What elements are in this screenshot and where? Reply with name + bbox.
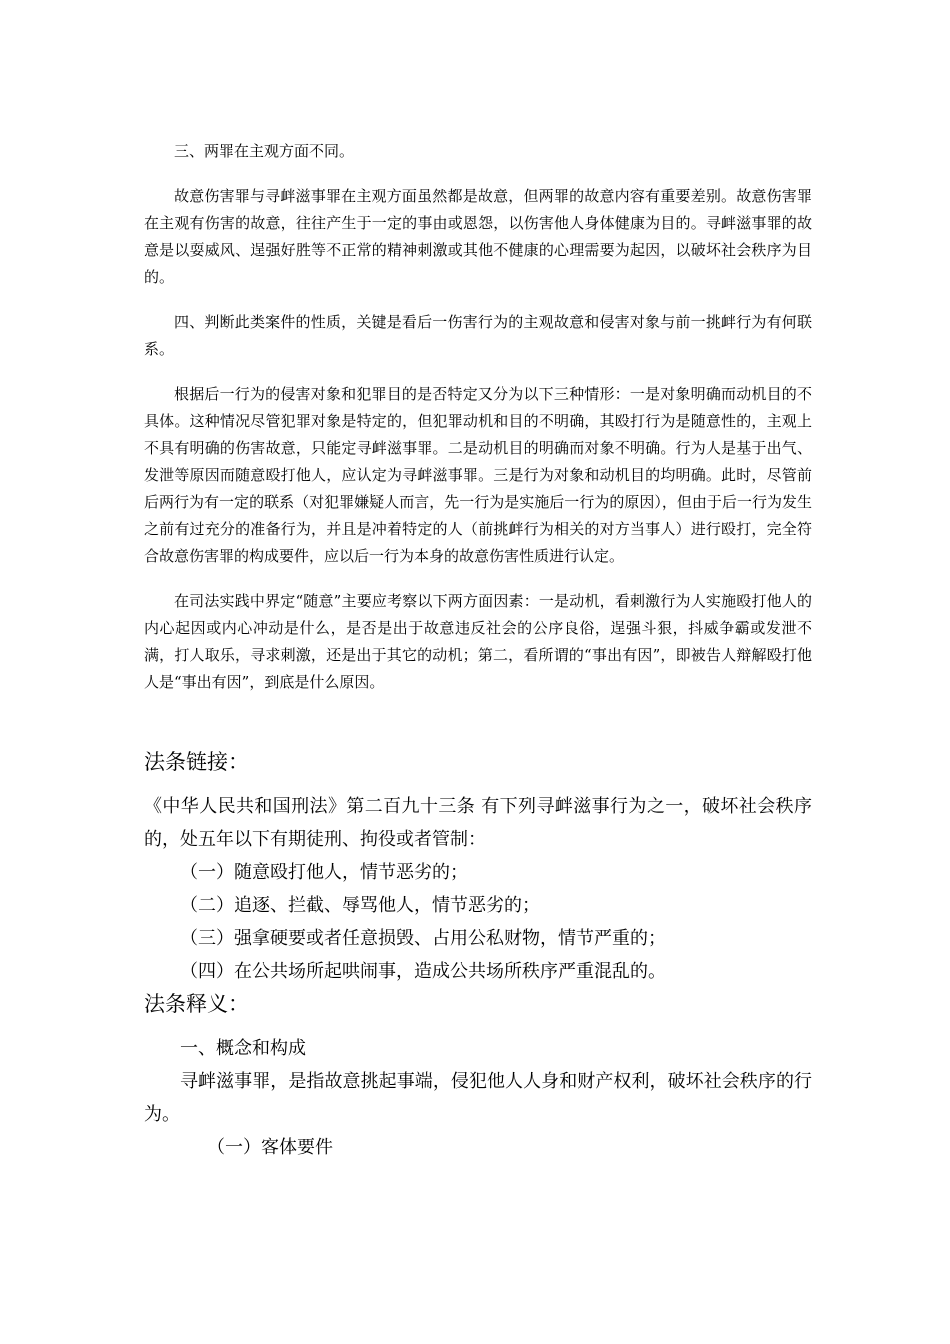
document-page <box>144 138 812 1164</box>
law-link-intro: 《中华人民共和国刑法》第二百九十三条 有下列寻衅滋事行为之一，破坏社会秩序的，处五年以下有期徒刑、拘役或者管制： <box>144 796 812 850</box>
law-link-item: （一）随意殴打他人，情节恶劣的； <box>180 862 468 883</box>
law-interpretation-definition: 寻衅滋事罪，是指故意挑起事端，侵犯他人人身和财产权利，破坏社会秩序的行为。 <box>144 1071 812 1125</box>
law-link-heading: 法条链接： <box>144 750 249 774</box>
law-interpretation-subheading: 一、概念和构成 <box>180 1038 306 1059</box>
law-interpretation-subitem: （一）客体要件 <box>207 1137 333 1158</box>
section-three-body: 故意伤害罪与寻衅滋事罪在主观方面虽然都是故意，但两罪的故意内容有重要差别。故意伤害罪在主观有伤害的故意，往往产生于一定的事由或恩怨，以伤害他人身体健康为目的。寻衅滋事罪的故意是以耍威风、逞强好胜等不正常的精神刺激或其他不健康的心理需要为起因，以破坏社会秩序为目的。 <box>144 187 812 286</box>
section-four-body: 根据后一行为的侵害对象和犯罪目的是否特定又分为以下三种情形：一是对象明确而动机目的不具体。这种情况尽管犯罪对象是特定的，但犯罪动机和目的不明确，其殴打行为是随意性的，主观上不具有明确的伤害故意，只能定寻衅滋事罪。二是动机目的明确而对象不明确。行为人是基于出气、发泄等原因而随意殴打他人，应认定为寻衅滋事罪。三是行为对象和动机目的均明确。此时，尽管前后两行为有一定的联系（对犯罪嫌疑人而言，先一行为是实施后一行为的原因），但由于后一行为发生之前有过充分的准备行为，并且是冲着特定的人（前挑衅行为相关的对方当事人）进行殴打，完全符合故意伤害罪的构成要件，应以后一行为本身的故意伤害性质进行认定。 <box>144 385 812 565</box>
section-three-title: 三、两罪在主观方面不同。 <box>174 142 355 160</box>
law-link-item: （二）追逐、拦截、辱骂他人，情节恶劣的； <box>180 895 540 916</box>
law-interpretation-heading: 法条释义： <box>144 992 249 1016</box>
section-four-body-2: 在司法实践中界定“随意”主要应考察以下两方面因素：一是动机，看刺激行为人实施殴打他人的内心起因或内心冲动是什么，是否是出于故意违反社会的公序良俗，逞强斗狠，抖威争霸或发泄不满，打人取乐，寻求刺激，还是出于其它的动机；第二，看所谓的“事出有因”，即被告人辩解殴打他人是“事出有因”，到底是什么原因。 <box>144 592 812 691</box>
law-link-item: （四）在公共场所起哄闹事，造成公共场所秩序严重混乱的。 <box>180 961 666 982</box>
section-four-title: 四、判断此类案件的性质，关键是看后一伤害行为的主观故意和侵害对象与前一挑衅行为有何联系。 <box>144 313 812 358</box>
law-link-item: （三）强拿硬要或者任意损毁、占用公私财物，情节严重的； <box>180 928 666 949</box>
